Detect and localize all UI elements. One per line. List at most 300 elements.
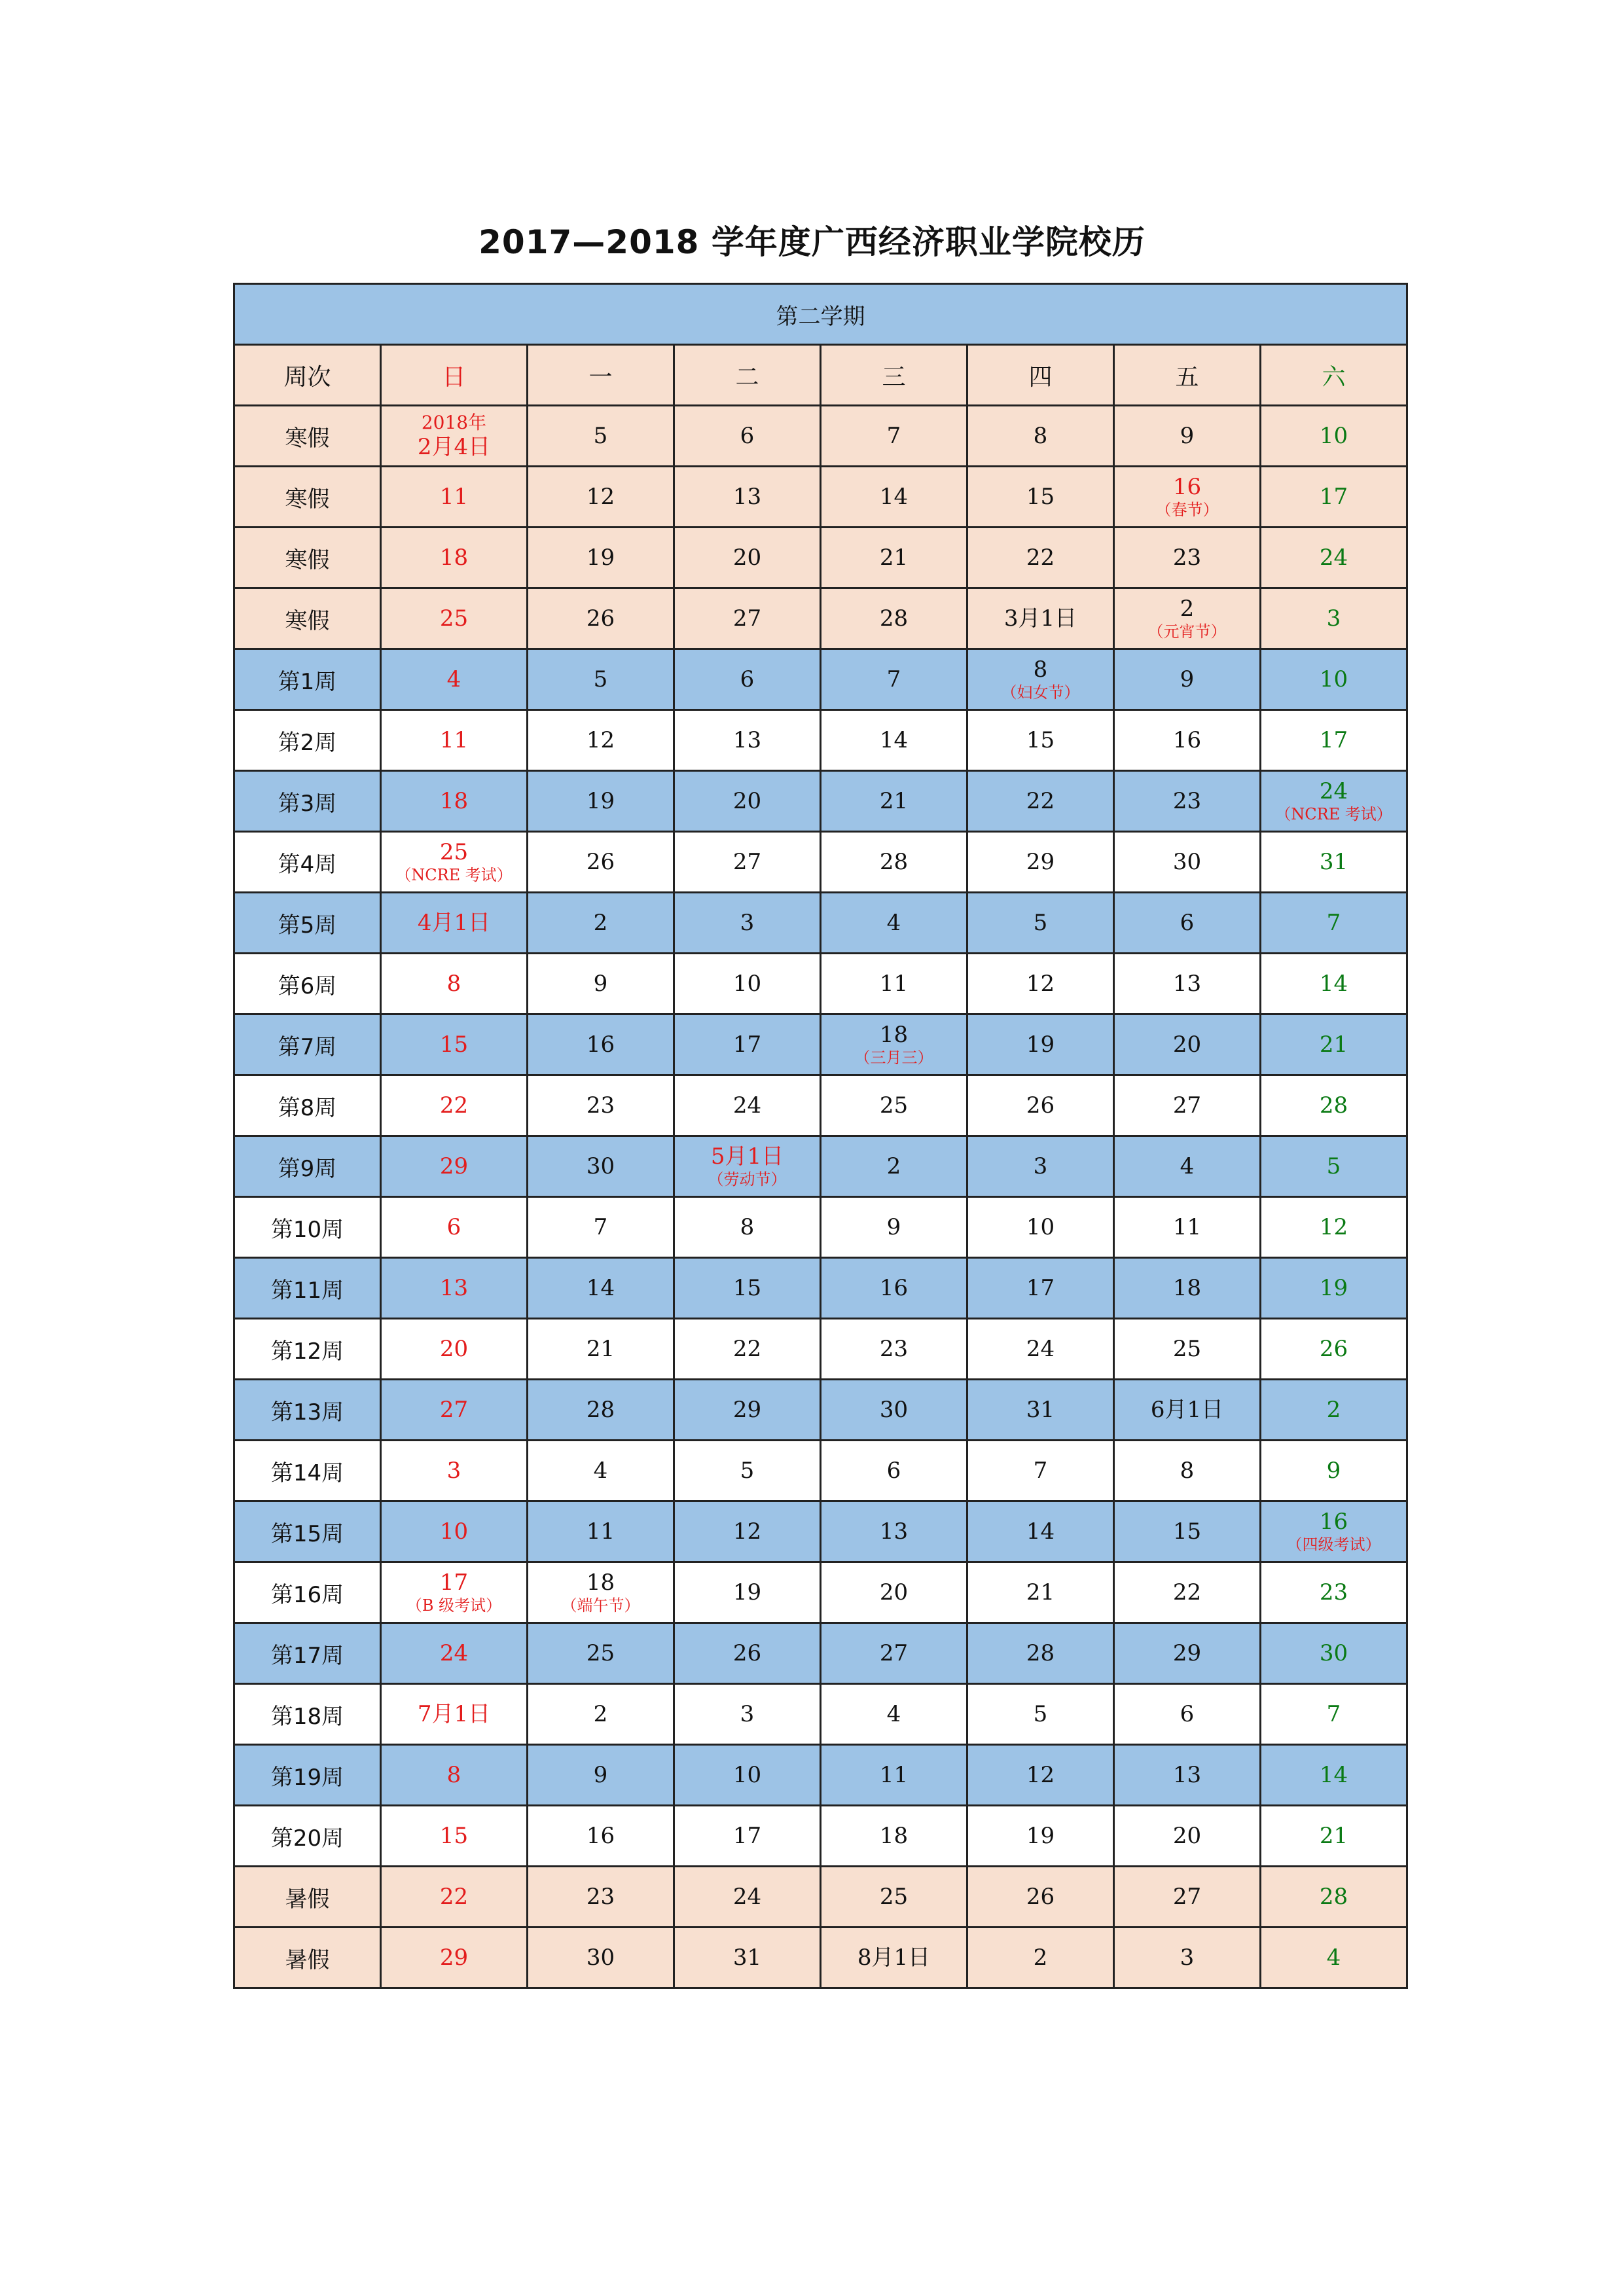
day-cell-saturday — [1261, 1745, 1407, 1806]
week-label: 第20周 — [234, 1806, 381, 1867]
day-cell-wednesday — [821, 1319, 967, 1380]
day-cell-wednesday — [821, 1562, 967, 1623]
day-cell-thursday — [967, 832, 1114, 893]
date-number: 21 — [879, 788, 909, 814]
day-cell-monday — [528, 1684, 674, 1745]
date-number: 9 — [593, 971, 608, 997]
date-number: 15 — [1026, 727, 1055, 753]
day-cell-friday — [1114, 1258, 1261, 1319]
date-number: 7 — [886, 666, 901, 692]
date-number: 8月1日 — [857, 1945, 931, 1971]
date-number: 11 — [586, 1518, 615, 1545]
date-number: 22 — [439, 1884, 469, 1910]
day-cell-monday — [528, 1745, 674, 1806]
day-cell-tuesday — [674, 467, 821, 528]
day-cell-wednesday — [821, 710, 967, 771]
day-cell-saturday — [1261, 1867, 1407, 1928]
date-number: 25 — [879, 1092, 909, 1119]
day-cell-thursday — [967, 954, 1114, 1014]
date-number: 25 — [879, 1884, 909, 1910]
date-number: 22 — [439, 1092, 469, 1119]
day-cell-sunday — [381, 1867, 528, 1928]
date-number: 28 — [586, 1397, 615, 1423]
date-number: 12 — [1026, 1762, 1055, 1788]
header-sunday: 日 — [381, 345, 528, 406]
date-number: 22 — [732, 1336, 762, 1362]
day-cell-sunday — [381, 1319, 528, 1380]
date-number: 6 — [446, 1214, 461, 1240]
date-number: 20 — [1172, 1031, 1202, 1058]
day-cell-sunday — [381, 1501, 528, 1562]
date-number: 13 — [879, 1518, 909, 1545]
day-cell-saturday — [1261, 1380, 1407, 1441]
date-number: 19 — [586, 788, 615, 814]
day-cell-thursday — [967, 1197, 1114, 1258]
date-number: 30 — [586, 1153, 615, 1179]
page-title: 2017—2018 学年度广西经济职业学院校历 — [478, 223, 1146, 261]
date-number: 27 — [1172, 1884, 1202, 1910]
date-number: 9 — [1180, 666, 1195, 692]
day-cell-friday — [1114, 893, 1261, 954]
day-cell-tuesday — [674, 710, 821, 771]
day-cell-saturday — [1261, 1258, 1407, 1319]
date-number: 7 — [1326, 910, 1341, 936]
date-number: 26 — [1026, 1884, 1055, 1910]
day-cell-sunday — [381, 1745, 528, 1806]
day-cell-monday — [528, 1258, 674, 1319]
day-cell-sunday — [381, 1806, 528, 1867]
day-cell-saturday — [1261, 649, 1407, 710]
day-cell-saturday — [1261, 588, 1407, 649]
date-number: 5 — [740, 1458, 755, 1484]
day-cell-friday — [1114, 771, 1261, 832]
day-cell-monday — [528, 1501, 674, 1562]
day-cell-monday — [528, 1441, 674, 1501]
date-number: 16 — [586, 1031, 615, 1058]
date-number: 11 — [1172, 1214, 1202, 1240]
day-cell-friday — [1114, 467, 1261, 528]
date-number: 5 — [1326, 1153, 1341, 1179]
week-row — [234, 1136, 1407, 1197]
date-number: 5 — [593, 666, 608, 692]
day-cell-monday — [528, 1928, 674, 1988]
week-label: 第3周 — [234, 771, 381, 832]
date-number: 4 — [886, 1701, 901, 1727]
day-cell-sunday — [381, 1075, 528, 1136]
week-label: 第19周 — [234, 1745, 381, 1806]
event-note: （B 级考试） — [406, 1596, 502, 1615]
date-number: 24 — [1319, 778, 1348, 804]
date-number: 27 — [439, 1397, 469, 1423]
event-note: （元宵节） — [1147, 622, 1227, 641]
day-cell-friday — [1114, 406, 1261, 467]
day-cell-thursday — [967, 771, 1114, 832]
date-number: 5月1日 — [710, 1143, 784, 1170]
day-cell-wednesday — [821, 771, 967, 832]
date-number: 11 — [439, 484, 469, 510]
date-number: 4 — [593, 1458, 608, 1484]
header-week: 周次 — [234, 345, 381, 406]
week-row — [234, 1623, 1407, 1684]
date-number: 26 — [586, 849, 615, 875]
day-cell-sunday — [381, 1684, 528, 1745]
date-number: 14 — [1319, 971, 1348, 997]
day-cell-sunday — [381, 528, 528, 588]
day-cell-wednesday — [821, 1501, 967, 1562]
date-number: 8 — [1180, 1458, 1195, 1484]
day-cell-friday — [1114, 1319, 1261, 1380]
date-number: 17 — [1026, 1275, 1055, 1301]
week-label: 第11周 — [234, 1258, 381, 1319]
day-cell-sunday — [381, 649, 528, 710]
date-number: 7 — [1033, 1458, 1048, 1484]
week-label: 第2周 — [234, 710, 381, 771]
day-cell-saturday — [1261, 1562, 1407, 1623]
header-saturday: 六 — [1261, 345, 1407, 406]
date-number: 28 — [879, 605, 909, 632]
day-cell-sunday — [381, 1014, 528, 1075]
day-cell-thursday — [967, 649, 1114, 710]
day-cell-tuesday — [674, 1562, 821, 1623]
date-number: 5 — [593, 423, 608, 449]
event-note: （NCRE 考试） — [395, 866, 513, 884]
date-number: 14 — [1026, 1518, 1055, 1545]
day-cell-thursday — [967, 893, 1114, 954]
date-number: 18 — [439, 788, 469, 814]
date-number: 7 — [1326, 1701, 1341, 1727]
day-cell-friday — [1114, 1562, 1261, 1623]
week-label: 第4周 — [234, 832, 381, 893]
day-cell-saturday — [1261, 954, 1407, 1014]
date-number: 7 — [593, 1214, 608, 1240]
date-number: 10 — [1319, 423, 1348, 449]
day-cell-monday — [528, 1075, 674, 1136]
day-cell-friday — [1114, 1623, 1261, 1684]
date-number: 9 — [593, 1762, 608, 1788]
day-cell-wednesday — [821, 1928, 967, 1988]
week-label: 寒假 — [234, 588, 381, 649]
header-wednesday: 三 — [821, 345, 967, 406]
day-cell-sunday — [381, 832, 528, 893]
day-cell-thursday — [967, 1014, 1114, 1075]
date-number: 2 — [1326, 1397, 1341, 1423]
day-cell-wednesday — [821, 1684, 967, 1745]
date-number: 22 — [1172, 1579, 1202, 1605]
date-number: 19 — [1319, 1275, 1348, 1301]
date-number: 31 — [1026, 1397, 1055, 1423]
day-cell-saturday — [1261, 528, 1407, 588]
day-cell-thursday — [967, 467, 1114, 528]
day-cell-tuesday — [674, 1684, 821, 1745]
week-label: 寒假 — [234, 406, 381, 467]
date-number: 26 — [1026, 1092, 1055, 1119]
week-row — [234, 588, 1407, 649]
day-cell-tuesday — [674, 1867, 821, 1928]
date-number: 20 — [439, 1336, 469, 1362]
week-row — [234, 1441, 1407, 1501]
date-number: 17 — [732, 1031, 762, 1058]
date-number: 23 — [1172, 545, 1202, 571]
date-number: 22 — [1026, 788, 1055, 814]
day-cell-tuesday — [674, 954, 821, 1014]
date-number: 15 — [1026, 484, 1055, 510]
day-cell-friday — [1114, 1441, 1261, 1501]
date-number: 6 — [1180, 1701, 1195, 1727]
day-cell-saturday — [1261, 1806, 1407, 1867]
event-note: （春节） — [1155, 501, 1219, 519]
date-number: 3 — [446, 1458, 461, 1484]
calendar-table — [233, 283, 1408, 1989]
date-number: 24 — [1319, 545, 1348, 571]
week-row — [234, 1501, 1407, 1562]
date-number: 28 — [1319, 1884, 1348, 1910]
day-cell-friday — [1114, 954, 1261, 1014]
week-label: 第13周 — [234, 1380, 381, 1441]
date-number: 28 — [1319, 1092, 1348, 1119]
week-row — [234, 1684, 1407, 1745]
day-cell-monday — [528, 832, 674, 893]
day-cell-tuesday — [674, 1623, 821, 1684]
day-cell-saturday — [1261, 1441, 1407, 1501]
day-cell-wednesday — [821, 893, 967, 954]
week-label: 暑假 — [234, 1928, 381, 1988]
day-cell-wednesday — [821, 1867, 967, 1928]
date-number: 29 — [1026, 849, 1055, 875]
date-number: 26 — [586, 605, 615, 632]
date-number: 16 — [1172, 727, 1202, 753]
event-note: （劳动节） — [708, 1170, 787, 1189]
date-number: 18 — [439, 545, 469, 571]
date-number: 29 — [732, 1397, 762, 1423]
day-cell-wednesday — [821, 1745, 967, 1806]
date-number: 8 — [1033, 656, 1048, 683]
date-number: 13 — [732, 484, 762, 510]
date-number: 3 — [1180, 1945, 1195, 1971]
date-number: 24 — [439, 1640, 469, 1666]
date-number: 25 — [1172, 1336, 1202, 1362]
week-row — [234, 1075, 1407, 1136]
date-number: 4月1日 — [417, 910, 491, 936]
day-cell-monday — [528, 406, 674, 467]
date-number: 4 — [1180, 1153, 1195, 1179]
date-number: 12 — [1319, 1214, 1348, 1240]
day-cell-saturday — [1261, 467, 1407, 528]
date-number: 20 — [1172, 1823, 1202, 1849]
date-number: 27 — [732, 605, 762, 632]
day-cell-sunday — [381, 1380, 528, 1441]
date-number: 15 — [732, 1275, 762, 1301]
week-row — [234, 1197, 1407, 1258]
day-cell-tuesday — [674, 1806, 821, 1867]
date-number: 15 — [439, 1031, 469, 1058]
day-cell-friday — [1114, 1806, 1261, 1867]
day-cell-sunday — [381, 1623, 528, 1684]
day-cell-monday — [528, 528, 674, 588]
date-number: 14 — [879, 484, 909, 510]
week-row — [234, 1806, 1407, 1867]
day-cell-saturday — [1261, 893, 1407, 954]
date-number: 28 — [1026, 1640, 1055, 1666]
date-number: 14 — [879, 727, 909, 753]
day-cell-monday — [528, 649, 674, 710]
date-number: 9 — [1326, 1458, 1341, 1484]
date-number: 22 — [1026, 545, 1055, 571]
header-friday: 五 — [1114, 345, 1261, 406]
day-cell-tuesday — [674, 1319, 821, 1380]
day-cell-saturday — [1261, 1014, 1407, 1075]
date-number: 12 — [586, 484, 615, 510]
date-number: 3 — [740, 1701, 755, 1727]
day-cell-tuesday — [674, 1928, 821, 1988]
week-label: 第1周 — [234, 649, 381, 710]
date-number: 18 — [879, 1022, 909, 1048]
day-cell-saturday — [1261, 771, 1407, 832]
day-cell-monday — [528, 893, 674, 954]
week-label: 暑假 — [234, 1867, 381, 1928]
day-cell-thursday — [967, 1928, 1114, 1988]
day-cell-friday — [1114, 1136, 1261, 1197]
day-cell-monday — [528, 771, 674, 832]
date-number: 10 — [439, 1518, 469, 1545]
date-number: 25 — [586, 1640, 615, 1666]
date-number: 20 — [879, 1579, 909, 1605]
week-row — [234, 1562, 1407, 1623]
day-cell-thursday — [967, 1501, 1114, 1562]
day-cell-thursday — [967, 528, 1114, 588]
day-cell-monday — [528, 1867, 674, 1928]
day-cell-monday — [528, 467, 674, 528]
date-number: 24 — [732, 1092, 762, 1119]
event-note: （妇女节） — [1001, 683, 1080, 702]
day-cell-friday — [1114, 1928, 1261, 1988]
day-cell-monday — [528, 1806, 674, 1867]
day-cell-saturday — [1261, 832, 1407, 893]
week-row — [234, 1745, 1407, 1806]
week-label: 第7周 — [234, 1014, 381, 1075]
day-cell-saturday — [1261, 1501, 1407, 1562]
day-cell-tuesday — [674, 1441, 821, 1501]
day-cell-saturday — [1261, 1075, 1407, 1136]
day-cell-monday — [528, 1319, 674, 1380]
date-number: 17 — [1319, 727, 1348, 753]
week-row — [234, 528, 1407, 588]
day-cell-sunday — [381, 893, 528, 954]
day-cell-wednesday — [821, 406, 967, 467]
date-number: 5 — [1033, 1701, 1048, 1727]
week-row — [234, 771, 1407, 832]
date-number: 27 — [879, 1640, 909, 1666]
date-number: 10 — [1319, 666, 1348, 692]
day-cell-friday — [1114, 1075, 1261, 1136]
date-number: 25 — [439, 605, 469, 632]
date-number: 31 — [732, 1945, 762, 1971]
day-cell-sunday — [381, 588, 528, 649]
week-label: 寒假 — [234, 528, 381, 588]
date-number: 31 — [1319, 849, 1348, 875]
date-number: 21 — [1319, 1031, 1348, 1058]
day-cell-thursday — [967, 1258, 1114, 1319]
date-number: 11 — [879, 1762, 909, 1788]
day-cell-thursday — [967, 1684, 1114, 1745]
semester-heading: 第二学期 — [234, 284, 1407, 345]
week-row — [234, 1258, 1407, 1319]
day-cell-thursday — [967, 1380, 1114, 1441]
day-cell-monday — [528, 710, 674, 771]
date-number: 8 — [740, 1214, 755, 1240]
day-cell-wednesday — [821, 1258, 967, 1319]
day-cell-friday — [1114, 1014, 1261, 1075]
day-cell-tuesday — [674, 893, 821, 954]
day-cell-sunday — [381, 1258, 528, 1319]
date-number: 27 — [1172, 1092, 1202, 1119]
day-cell-sunday — [381, 1928, 528, 1988]
date-number: 8 — [446, 1762, 461, 1788]
weekday-header-row — [234, 345, 1407, 406]
day-cell-wednesday — [821, 954, 967, 1014]
date-number: 3 — [1326, 605, 1341, 632]
day-cell-sunday — [381, 954, 528, 1014]
date-number: 3月1日 — [1003, 605, 1077, 632]
day-cell-tuesday — [674, 1014, 821, 1075]
date-number: 2 — [593, 1701, 608, 1727]
date-number: 6 — [886, 1458, 901, 1484]
day-cell-monday — [528, 1136, 674, 1197]
date-number: 8 — [1033, 423, 1048, 449]
year-prefix: 2018年 — [421, 412, 487, 433]
day-cell-wednesday — [821, 1806, 967, 1867]
week-label: 第10周 — [234, 1197, 381, 1258]
week-row — [234, 1014, 1407, 1075]
day-cell-saturday — [1261, 1136, 1407, 1197]
date-number: 24 — [1026, 1336, 1055, 1362]
day-cell-thursday — [967, 1075, 1114, 1136]
date-number: 10 — [1026, 1214, 1055, 1240]
date-number: 2 — [886, 1153, 901, 1179]
week-label: 第14周 — [234, 1441, 381, 1501]
day-cell-sunday — [381, 467, 528, 528]
date-number: 9 — [1180, 423, 1195, 449]
day-cell-friday — [1114, 1380, 1261, 1441]
date-number: 17 — [1319, 484, 1348, 510]
week-row — [234, 467, 1407, 528]
date-number: 18 — [879, 1823, 909, 1849]
date-number: 2 — [1033, 1945, 1048, 1971]
date-number: 10 — [732, 1762, 762, 1788]
day-cell-saturday — [1261, 1197, 1407, 1258]
date-number: 16 — [1172, 474, 1202, 500]
date-number: 4 — [886, 910, 901, 936]
date-number: 13 — [1172, 971, 1202, 997]
day-cell-wednesday — [821, 1136, 967, 1197]
date-number: 17 — [732, 1823, 762, 1849]
day-cell-wednesday — [821, 467, 967, 528]
date-number: 30 — [1319, 1640, 1348, 1666]
date-number: 8 — [446, 971, 461, 997]
week-row — [234, 1867, 1407, 1928]
date-number: 13 — [732, 727, 762, 753]
event-note: （NCRE 考试） — [1275, 805, 1392, 823]
week-row — [234, 1380, 1407, 1441]
day-cell-wednesday — [821, 832, 967, 893]
date-number: 12 — [732, 1518, 762, 1545]
header-tuesday: 二 — [674, 345, 821, 406]
date-number: 13 — [1172, 1762, 1202, 1788]
day-cell-friday — [1114, 1745, 1261, 1806]
date-number: 16 — [1319, 1509, 1348, 1535]
day-cell-tuesday — [674, 771, 821, 832]
date-number: 12 — [1026, 971, 1055, 997]
date-number: 2 — [1180, 596, 1195, 622]
